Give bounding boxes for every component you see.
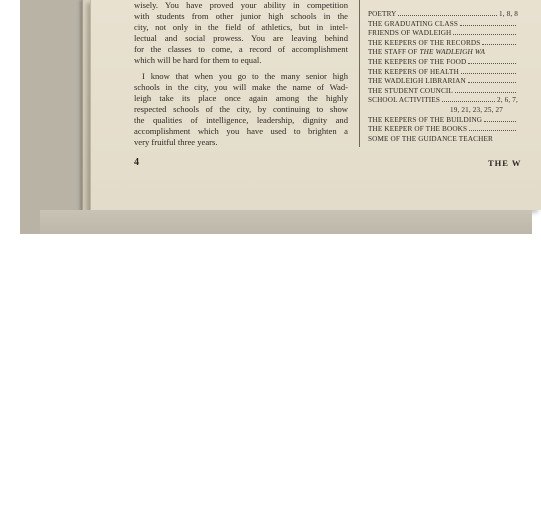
toc-entry (368, 68, 518, 78)
text-line: lectual and social prowess. You are leaving behind (134, 32, 348, 43)
toc-entry-title: THE GRADUATING CLASS (368, 19, 459, 28)
toc-heading (412, 0, 522, 1)
toc-entry (368, 39, 518, 49)
toc-leader-dots (468, 82, 516, 83)
text-line: accomplishment which you have used to brighten a (134, 125, 348, 136)
toc-entry (368, 125, 518, 135)
toc-entry-title: THE KEEPER OF THE BOOKS (368, 125, 468, 134)
toc-entry (368, 96, 518, 106)
toc-entry-title: FRIENDS OF WADLEIGH (368, 29, 452, 38)
toc-leader-dots (442, 101, 495, 102)
toc-entry-title: THE WADLEIGH LIBRARIAN (368, 77, 466, 86)
toc-entry-title: THE STUDENT COUNCIL (368, 86, 453, 95)
table-surface (40, 210, 532, 234)
toc-entry-pages-continued: 19, 21, 23, 25, 27 (450, 105, 504, 114)
table-of-contents (368, 10, 518, 144)
toc-entry-title: THE STAFF OF THE WADLEIGH WA (368, 48, 486, 57)
text-line: for the classes to come, a record of accomplishment (134, 43, 348, 54)
toc-entry-title: SCHOOL ACTIVITIES (368, 96, 440, 105)
text-line: very fruitful three years. (134, 136, 218, 147)
toc-leader-dots (398, 15, 497, 16)
toc-leader-dots (460, 25, 516, 26)
text-line: I know that when you go to the many senior high (142, 71, 348, 82)
text-line: wisely. You have proved your ability in competition (134, 0, 348, 10)
toc-entry (368, 48, 518, 58)
toc-entry-title: SOME OF THE GUIDANCE TEACHER (368, 134, 493, 143)
toc-leader-dots (461, 73, 516, 74)
toc-entry-title: THE KEEPERS OF THE BUILDING (368, 115, 483, 124)
toc-leader-dots (455, 92, 516, 93)
toc-entry (368, 20, 518, 30)
toc-entry-pages: 1, 8, 8 (498, 10, 518, 18)
toc-entry (368, 58, 518, 68)
toc-entry (368, 87, 518, 97)
toc-leader-dots (453, 34, 516, 35)
yearbook-title: THE WADLEIGH WA (419, 48, 486, 57)
toc-entry (368, 10, 518, 20)
toc-entry-title: THE KEEPERS OF THE FOOD (368, 57, 467, 66)
text-line: schools in the city, you will make the name of Wad- (134, 82, 348, 93)
toc-entry-title: THE KEEPERS OF THE RECORDS (368, 38, 481, 47)
text-line: leigh take its place once again among the highly (134, 93, 348, 104)
letter-body-text (134, 0, 348, 148)
toc-entry (368, 116, 518, 126)
text-line: the qualities of intelligence, leadership, dignity and (134, 115, 348, 126)
text-line: city, not only in the field of athletics, but in intel- (134, 21, 348, 32)
toc-entry (368, 77, 518, 87)
toc-leader-dots (482, 44, 516, 45)
text-line: which will be hard for them to equal. (134, 54, 262, 65)
text-line: with students from other junior high schools in the (134, 10, 348, 21)
column-divider (359, 0, 360, 147)
toc-leader-dots (468, 63, 516, 64)
running-head: THE W (488, 158, 522, 168)
toc-entry-title: THE KEEPERS OF HEALTH (368, 67, 459, 76)
text-line: respected schools of the city, by continuing to show (134, 104, 348, 115)
toc-entry-title: POETRY (368, 10, 397, 18)
toc-entry-pages: 2, 6, 7, (497, 96, 518, 105)
page-number: 4 (134, 157, 139, 168)
toc-leader-dots (469, 130, 516, 131)
toc-entry (368, 29, 518, 39)
toc-entry (368, 135, 518, 145)
toc-leader-dots (484, 121, 516, 122)
